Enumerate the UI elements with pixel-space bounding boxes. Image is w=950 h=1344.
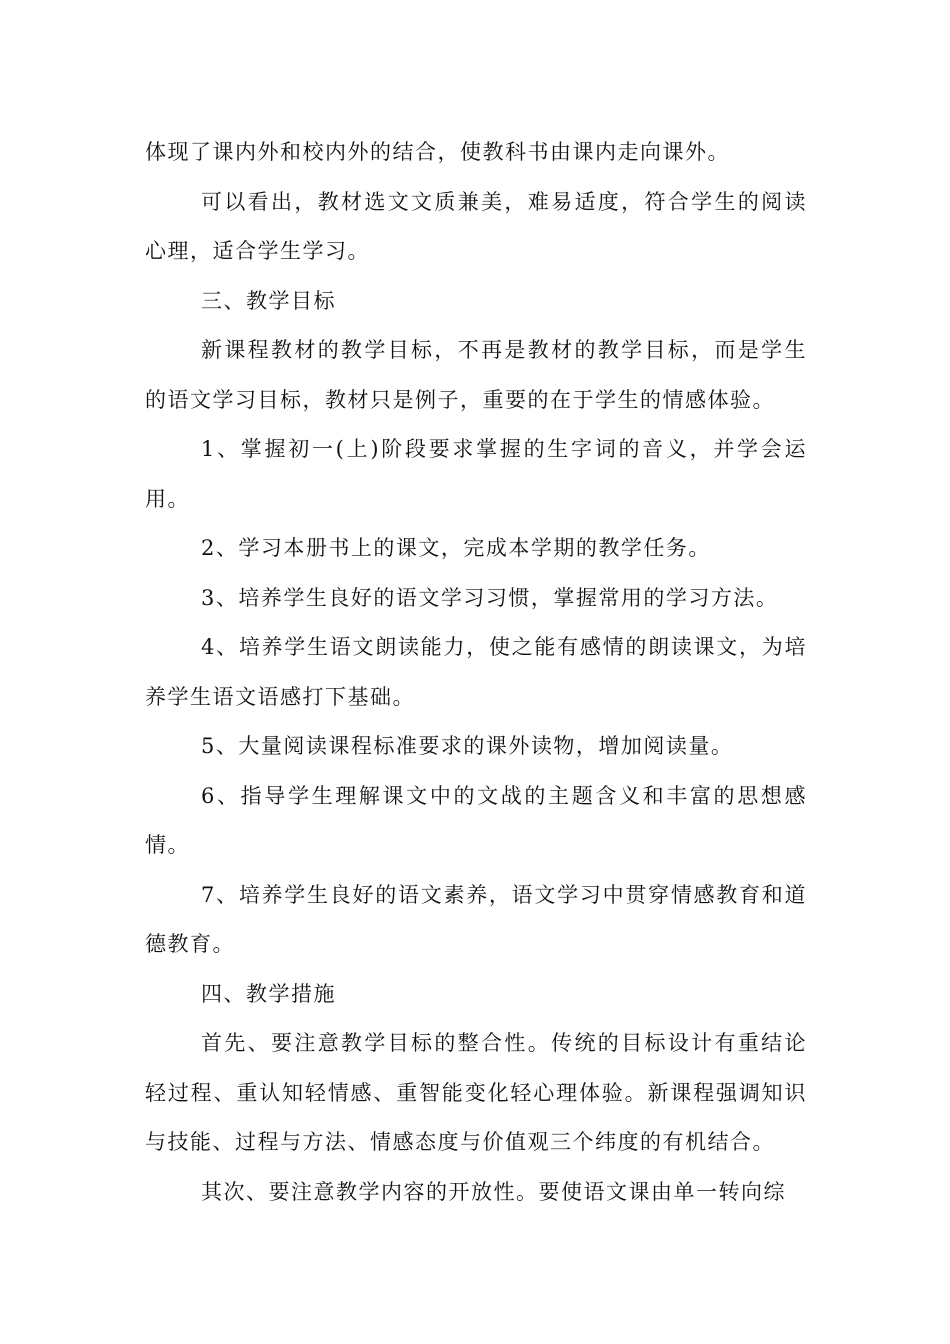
paragraph-goals-intro: 新课程教材的教学目标，不再是教材的教学目标，而是学生的语文学习目标，教材只是例子，重要的在于学生的情感体验。 xyxy=(145,338,807,412)
paragraph-continuation: 体现了课内外和校内外的结合，使教科书由课内走向课外。 xyxy=(145,140,730,164)
goal-item-6: 6、指导学生理解课文中的文战的主题含义和丰富的思想感情。 xyxy=(145,783,807,857)
goal-item-4: 4、培养学生语文朗读能力，使之能有感情的朗读课文，为培养学生语文语感打下基础。 xyxy=(145,635,807,709)
section-heading-teaching-goals: 三、教学目标 xyxy=(201,288,336,313)
paragraph-summary: 可以看出，教材选文文质兼美，难易适度，符合学生的阅读心理，适合学生学习。 xyxy=(145,189,807,263)
document-body xyxy=(145,128,807,1217)
paragraph-measure-first: 首先、要注意教学目标的整合性。传统的目标设计有重结论轻过程、重认知轻情感、重智能变化轻心理体验。新课程强调知识与技能、过程与方法、情感态度与价值观三个纬度的有机结合。 xyxy=(145,1031,807,1154)
goal-item-7: 7、培养学生良好的语文素养，语文学习中贯穿情感教育和道德教育。 xyxy=(145,882,807,956)
goal-item-1: 1、掌握初一(上)阶段要求掌握的生字词的音义，并学会运用。 xyxy=(145,437,807,511)
goal-item-3: 3、培养学生良好的语文学习习惯，掌握常用的学习方法。 xyxy=(201,585,779,610)
paragraph-measure-second: 其次、要注意教学内容的开放性。要使语文课由单一转向综 xyxy=(201,1179,786,1204)
section-heading-teaching-measures: 四、教学措施 xyxy=(201,981,336,1006)
goal-item-2: 2、学习本册书上的课文，完成本学期的教学任务。 xyxy=(201,536,711,560)
goal-item-5: 5、大量阅读课程标准要求的课外读物，增加阅读量。 xyxy=(201,734,734,758)
